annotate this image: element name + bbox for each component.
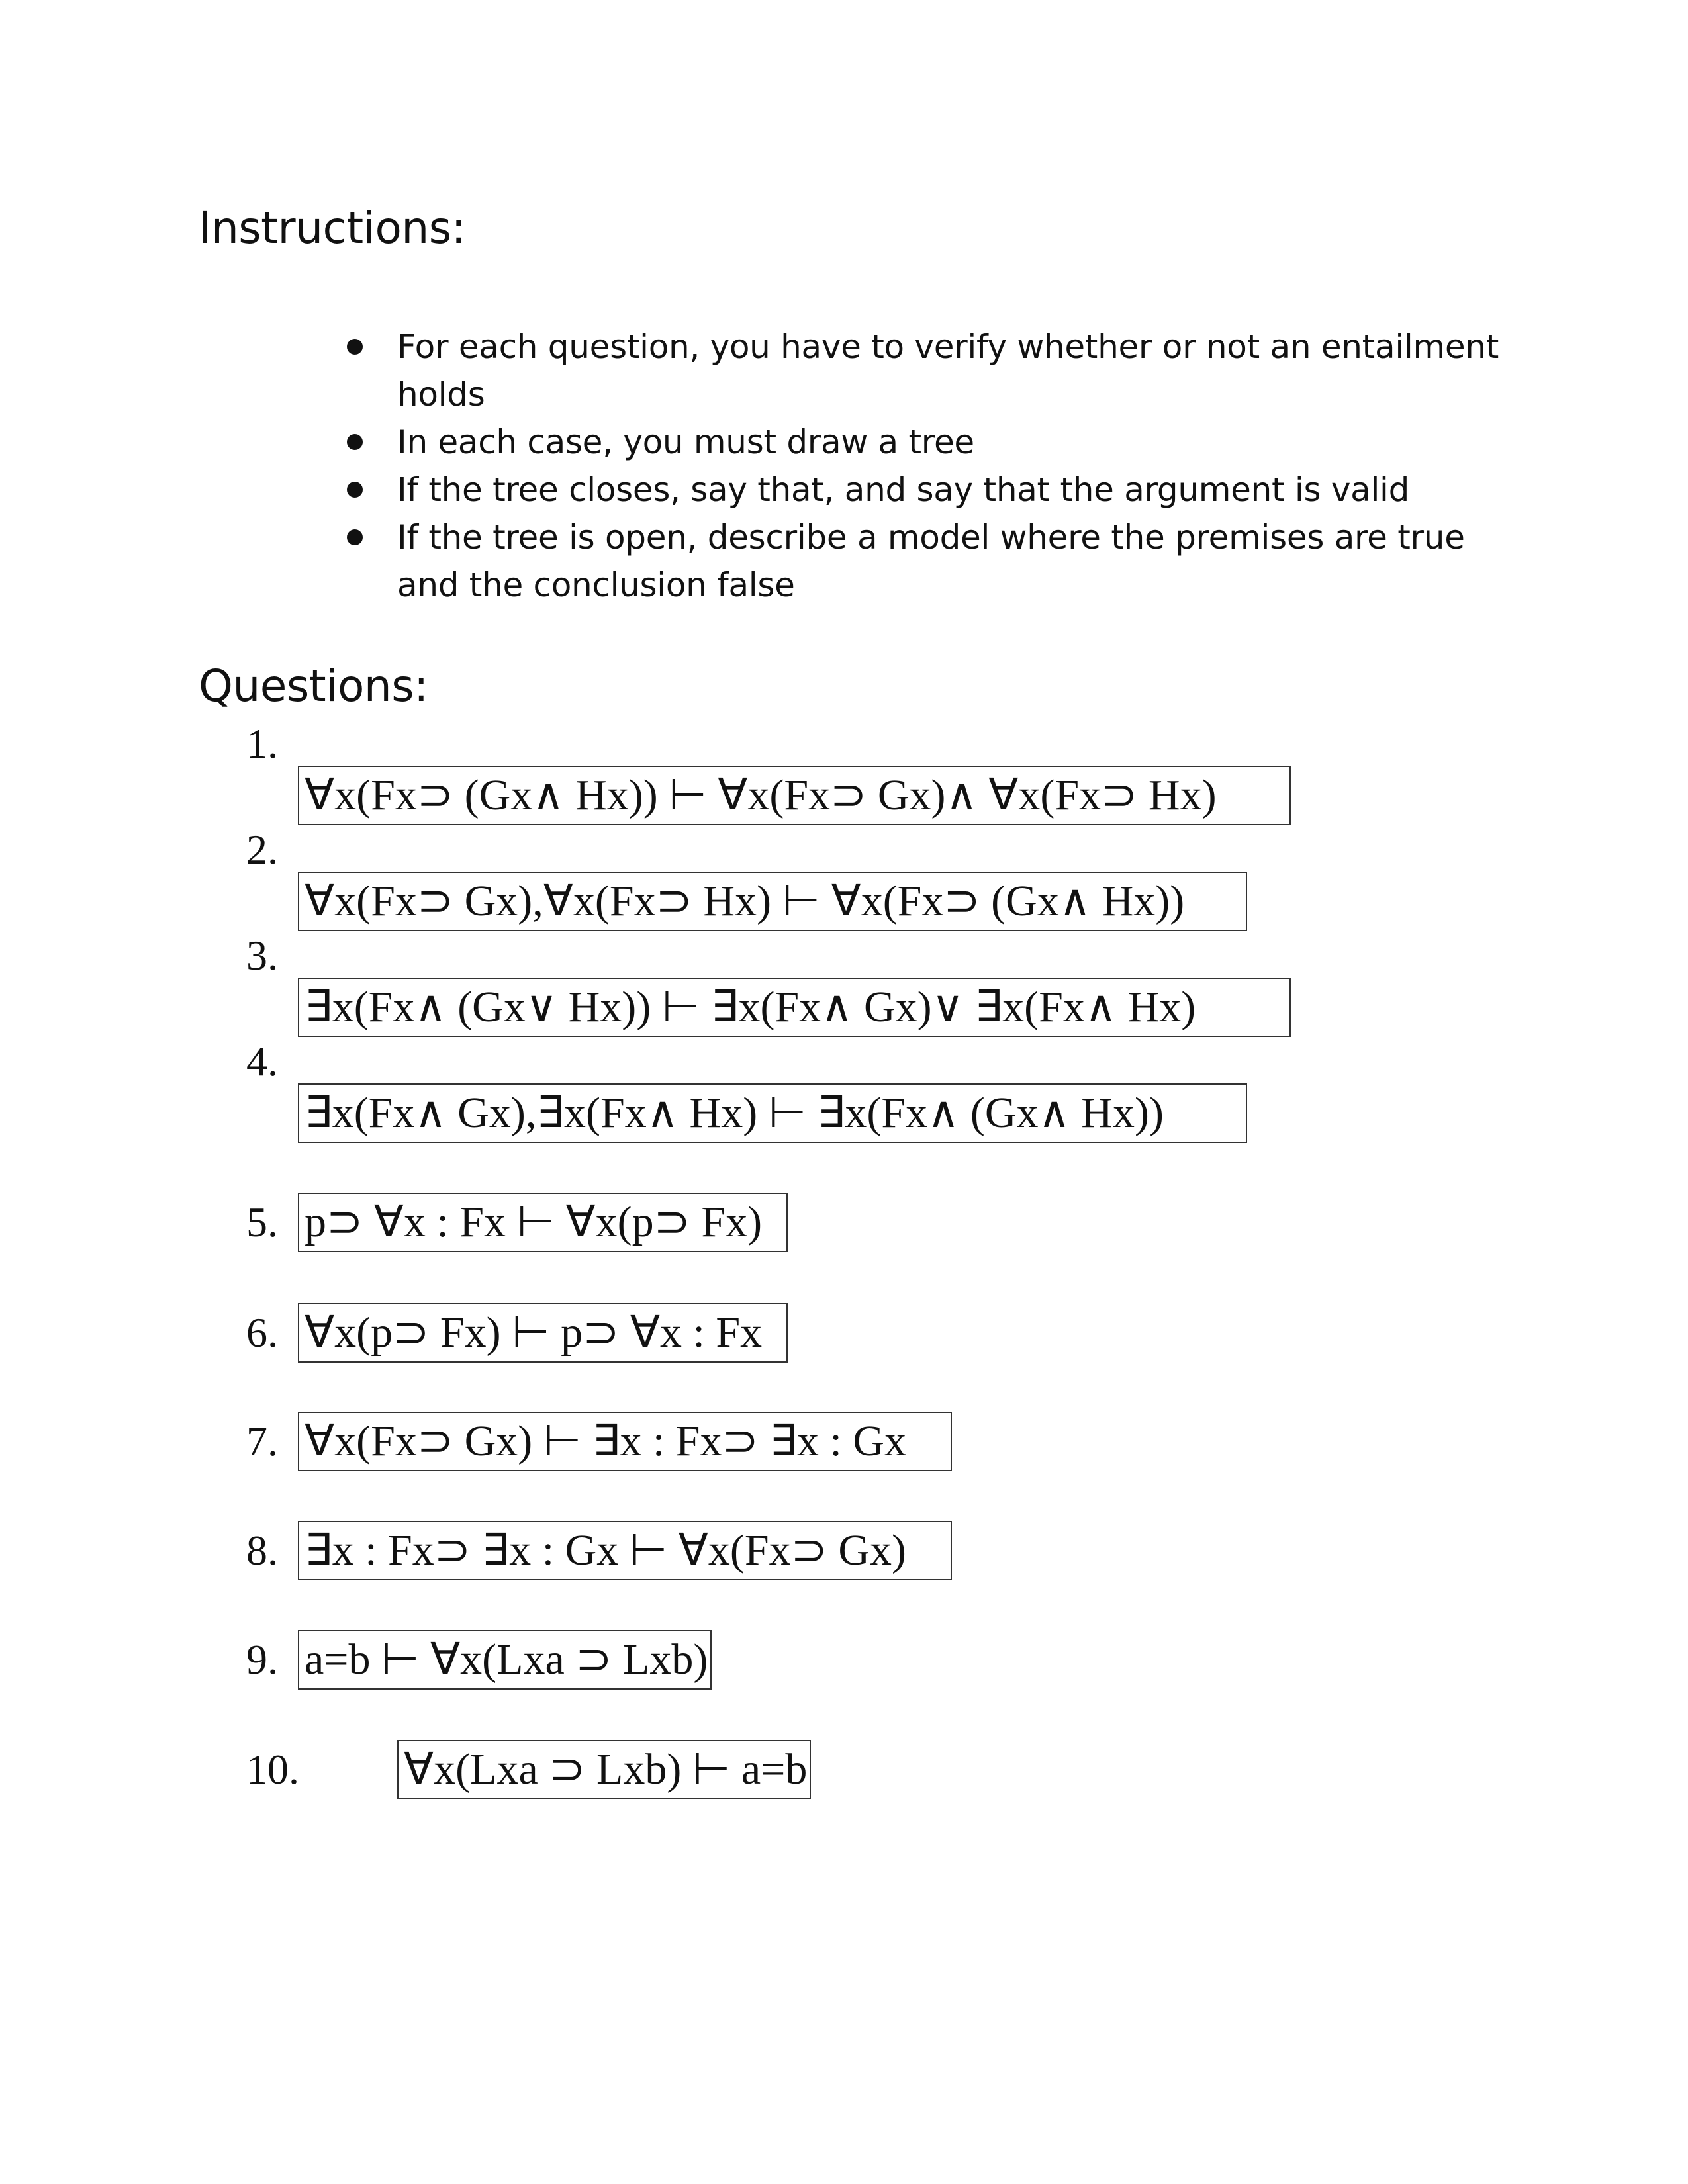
instruction-item [397, 514, 1509, 609]
instructions-heading: Instructions: [199, 203, 466, 253]
question-number: 9. [246, 1636, 278, 1683]
instruction-item [397, 466, 1509, 514]
question-number: 7. [246, 1418, 278, 1465]
question-formula-box: a=b ⊢ ∀x(Lxa ⊃ Lxb) [298, 1630, 712, 1690]
question-formula-box: p⊃ ∀x : Fx ⊢ ∀x(p⊃ Fx) [298, 1193, 788, 1252]
question-formula-box: ∀x(Lxa ⊃ Lxb) ⊢ a=b [397, 1740, 811, 1799]
question-formula-box: ∀x(Fx⊃ Gx) ⊢ ∃x : Fx⊃ ∃x : Gx [298, 1412, 952, 1471]
instruction-text: For each question, you have to verify whether or not an entailment holds [397, 328, 1499, 414]
instructions-list [397, 323, 1509, 609]
question-number: 10. [246, 1746, 299, 1793]
instruction-text: If the tree is open, describe a model where the premises are true and the conclusion false [397, 518, 1465, 604]
question-number: 4. [246, 1038, 278, 1085]
question-number: 5. [246, 1199, 278, 1246]
question-number: 1. [246, 720, 278, 767]
question-number: 6. [246, 1309, 278, 1356]
bullet-icon [347, 434, 363, 450]
bullet-icon [347, 529, 363, 545]
instruction-text: If the tree closes, say that, and say that the argument is valid [397, 471, 1410, 509]
question-formula-box: ∃x : Fx⊃ ∃x : Gx ⊢ ∀x(Fx⊃ Gx) [298, 1521, 952, 1580]
question-formula-box: ∃x(Fx∧ (Gx∨ Hx)) ⊢ ∃x(Fx∧ Gx)∨ ∃x(Fx∧ Hx) [298, 978, 1291, 1037]
instruction-item [397, 418, 1509, 466]
question-formula-box: ∀x(Fx⊃ Gx),∀x(Fx⊃ Hx) ⊢ ∀x(Fx⊃ (Gx∧ Hx)) [298, 872, 1247, 931]
question-number: 2. [246, 826, 278, 873]
instruction-text: In each case, you must draw a tree [397, 423, 974, 461]
question-number: 8. [246, 1527, 278, 1574]
question-formula-box: ∀x(Fx⊃ (Gx∧ Hx)) ⊢ ∀x(Fx⊃ Gx)∧ ∀x(Fx⊃ Hx) [298, 766, 1291, 825]
instruction-item [397, 323, 1509, 418]
bullet-icon [347, 482, 363, 498]
question-number: 3. [246, 932, 278, 979]
questions-heading: Questions: [199, 660, 428, 711]
question-formula-box: ∀x(p⊃ Fx) ⊢ p⊃ ∀x : Fx [298, 1303, 788, 1363]
bullet-icon [347, 339, 363, 355]
question-formula-box: ∃x(Fx∧ Gx),∃x(Fx∧ Hx) ⊢ ∃x(Fx∧ (Gx∧ Hx)) [298, 1083, 1247, 1143]
